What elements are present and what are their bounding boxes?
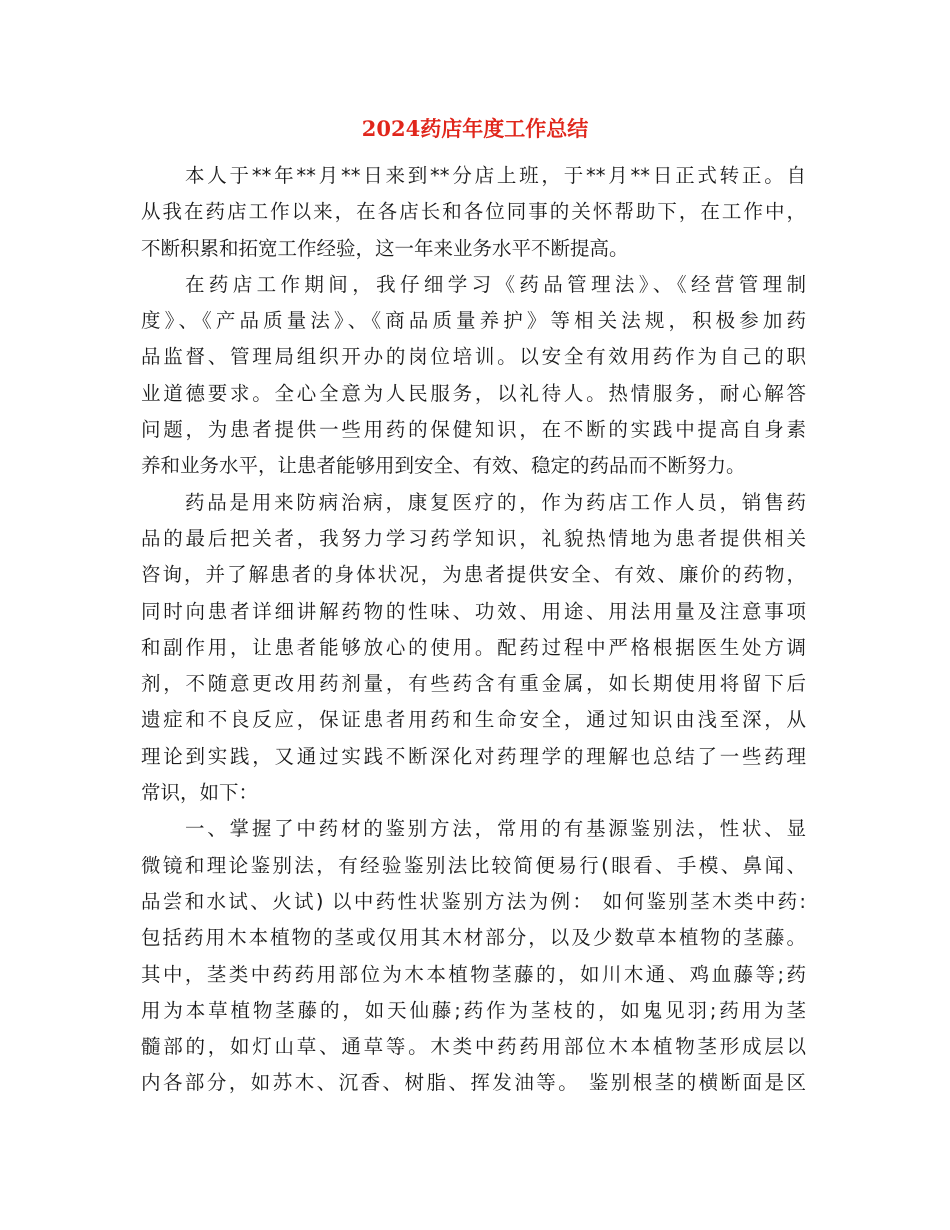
text-line: 剂，不随意更改用药剂量，有些药含有重金属，如长期使用将留下后 xyxy=(141,672,806,696)
text-line: 咨询，并了解患者的身体状况，为患者提供安全、有效、廉价的药物， xyxy=(141,563,806,587)
text-line: 遗症和不良反应，保证患者用药和生命安全，通过知识由浅至深，从 xyxy=(141,708,806,732)
paragraph xyxy=(141,485,806,812)
text-line: 品的最后把关者，我努力学习药学知识，礼貌热情地为患者提供相关 xyxy=(141,526,806,550)
text-line: 常识，如下： xyxy=(141,781,259,805)
text-line: 本人于**年**月**日来到**分店上班，于**月**日正式转正。自 xyxy=(185,164,806,187)
text-line: 从我在药店工作以来，在各店长和各位同事的关怀帮助下，在工作中， xyxy=(141,200,806,224)
text-line: 一、掌握了中药材的鉴别方法，常用的有基源鉴别法，性状、显 xyxy=(185,817,806,841)
text-line: 在药店工作期间，我仔细学习《药品管理法》、《经营管理制 xyxy=(185,272,806,296)
text-line: 业道德要求。全心全意为人民服务，以礼待人。热情服务，耐心解答 xyxy=(141,381,806,405)
text-line: 度》、《产品质量法》、《商品质量养护》等相关法规，积极参加药 xyxy=(141,309,806,333)
paragraph xyxy=(141,811,806,1101)
text-line: 不断积累和拓宽工作经验，这一年来业务水平不断提高。 xyxy=(141,236,629,260)
paragraph xyxy=(141,158,806,267)
text-line: 其中，茎类中药药用部位为木本植物茎藤的，如川木通、鸡血藤等;药 xyxy=(141,962,806,986)
paragraph xyxy=(141,267,806,485)
text-line: 包括药用木本植物的茎或仅用其木材部分，以及少数草本植物的茎藤。 xyxy=(141,926,806,950)
text-line: 髓部的，如灯山草、通草等。木类中药药用部位木本植物茎形成层以 xyxy=(141,1035,806,1059)
text-line: 药品是用来防病治病，康复医疗的，作为药店工作人员，销售药 xyxy=(185,490,806,514)
text-line: 品尝和水试、火试) 以中药性状鉴别方法为例： 如何鉴别茎木类中药: xyxy=(141,889,806,913)
text-line: 品监督、管理局组织开办的岗位培训。以安全有效用药作为自己的职 xyxy=(141,345,806,369)
text-line: 微镜和理论鉴别法，有经验鉴别法比较简便易行(眼看、手模、鼻闻、 xyxy=(141,853,806,877)
text-line: 和副作用，让患者能够放心的使用。配药过程中严格根据医生处方调 xyxy=(141,635,806,659)
text-line: 理论到实践，又通过实践不断深化对药理学的理解也总结了一些药理 xyxy=(141,744,806,768)
text-line: 养和业务水平，让患者能够用到安全、有效、稳定的药品而不断努力。 xyxy=(141,454,746,478)
document-title: 2024药店年度工作总结 xyxy=(361,116,589,141)
text-line: 内各部分，如苏木、沉香、树脂、挥发油等。 鉴别根茎的横断面是区 xyxy=(141,1071,806,1095)
text-line: 同时向患者详细讲解药物的性味、功效、用途、用法用量及注意事项 xyxy=(141,599,806,623)
document-body xyxy=(141,158,806,1102)
text-line: 问题，为患者提供一些用药的保健知识，在不断的实践中提高自身素 xyxy=(141,418,806,442)
text-line: 用为本草植物茎藤的，如天仙藤;药作为茎枝的，如鬼见羽;药用为茎 xyxy=(141,998,806,1022)
